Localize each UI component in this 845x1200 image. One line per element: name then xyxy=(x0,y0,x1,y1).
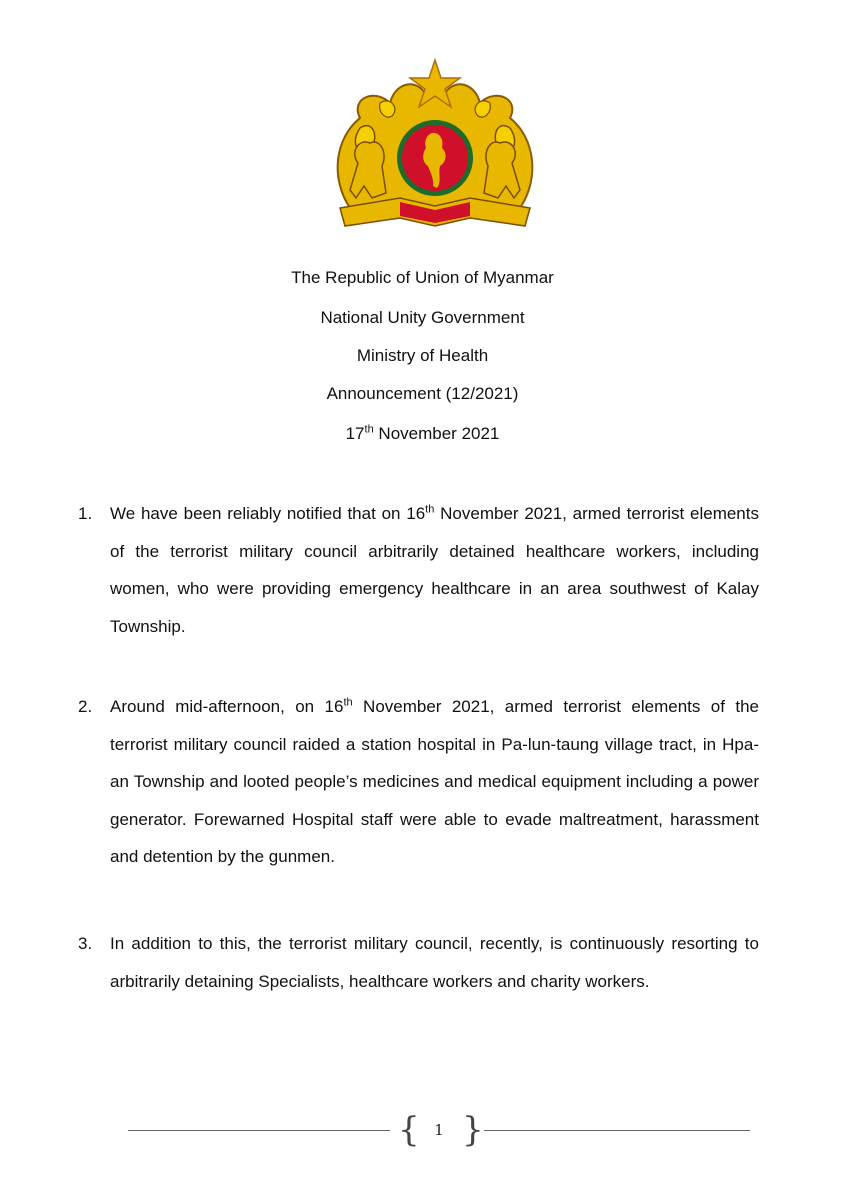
government-name: National Unity Government xyxy=(320,308,525,327)
state-emblem-icon xyxy=(320,58,550,238)
ordinal-suffix: th xyxy=(343,696,353,709)
footer-brace-close: } xyxy=(462,1110,484,1150)
paragraph-number: 2. xyxy=(78,697,93,716)
paragraph-text-part: November 2021, armed terrorist elements of the terrorist military council arbitrarily detained healthcare workers, including women, who were providing emergency healthcare in an area southwest of Kalay Township. xyxy=(110,504,759,636)
footer-brace-open: { xyxy=(398,1110,420,1150)
ordinal-suffix: th xyxy=(425,503,435,516)
footer-rule-right xyxy=(484,1130,750,1131)
country-title: The Republic of Union of Myanmar xyxy=(291,268,554,287)
paragraph-text-part: In addition to this, the terrorist military council, recently, is continuously resorting to arbitrarily detaining Specialists, healthcare workers and charity workers. xyxy=(110,934,759,991)
paragraph-text xyxy=(110,495,759,645)
ministry-name: Ministry of Health xyxy=(356,346,489,365)
paragraph-text xyxy=(110,925,759,1000)
paragraph-text xyxy=(110,688,759,876)
paragraph-text-part: Around mid-afternoon, on 16 xyxy=(110,697,344,716)
paragraph-text-part: We have been reliably notified that on 16 xyxy=(110,504,426,523)
footer-rule-left xyxy=(128,1130,390,1131)
page-number: 1 xyxy=(434,1121,444,1139)
date-suffix: th xyxy=(364,423,374,436)
date-rest: November 2021 xyxy=(373,424,500,443)
announcement-number: Announcement (12/2021) xyxy=(326,384,519,403)
paragraph-number: 3. xyxy=(78,934,93,953)
paragraph-text-part: November 2021, armed terrorist elements of the terrorist military council raided a station hospital in Pa-lun-taung village tract, in Hpa-an Township and looted people’s medicines and medical equipment including a power generator. Forewarned Hospital staff were able to evade maltreatment, harassment and detention by the gunmen. xyxy=(110,697,759,866)
announcement-date xyxy=(0,424,845,444)
paragraph-number: 1. xyxy=(78,504,93,523)
date-day: 17 xyxy=(345,424,365,443)
